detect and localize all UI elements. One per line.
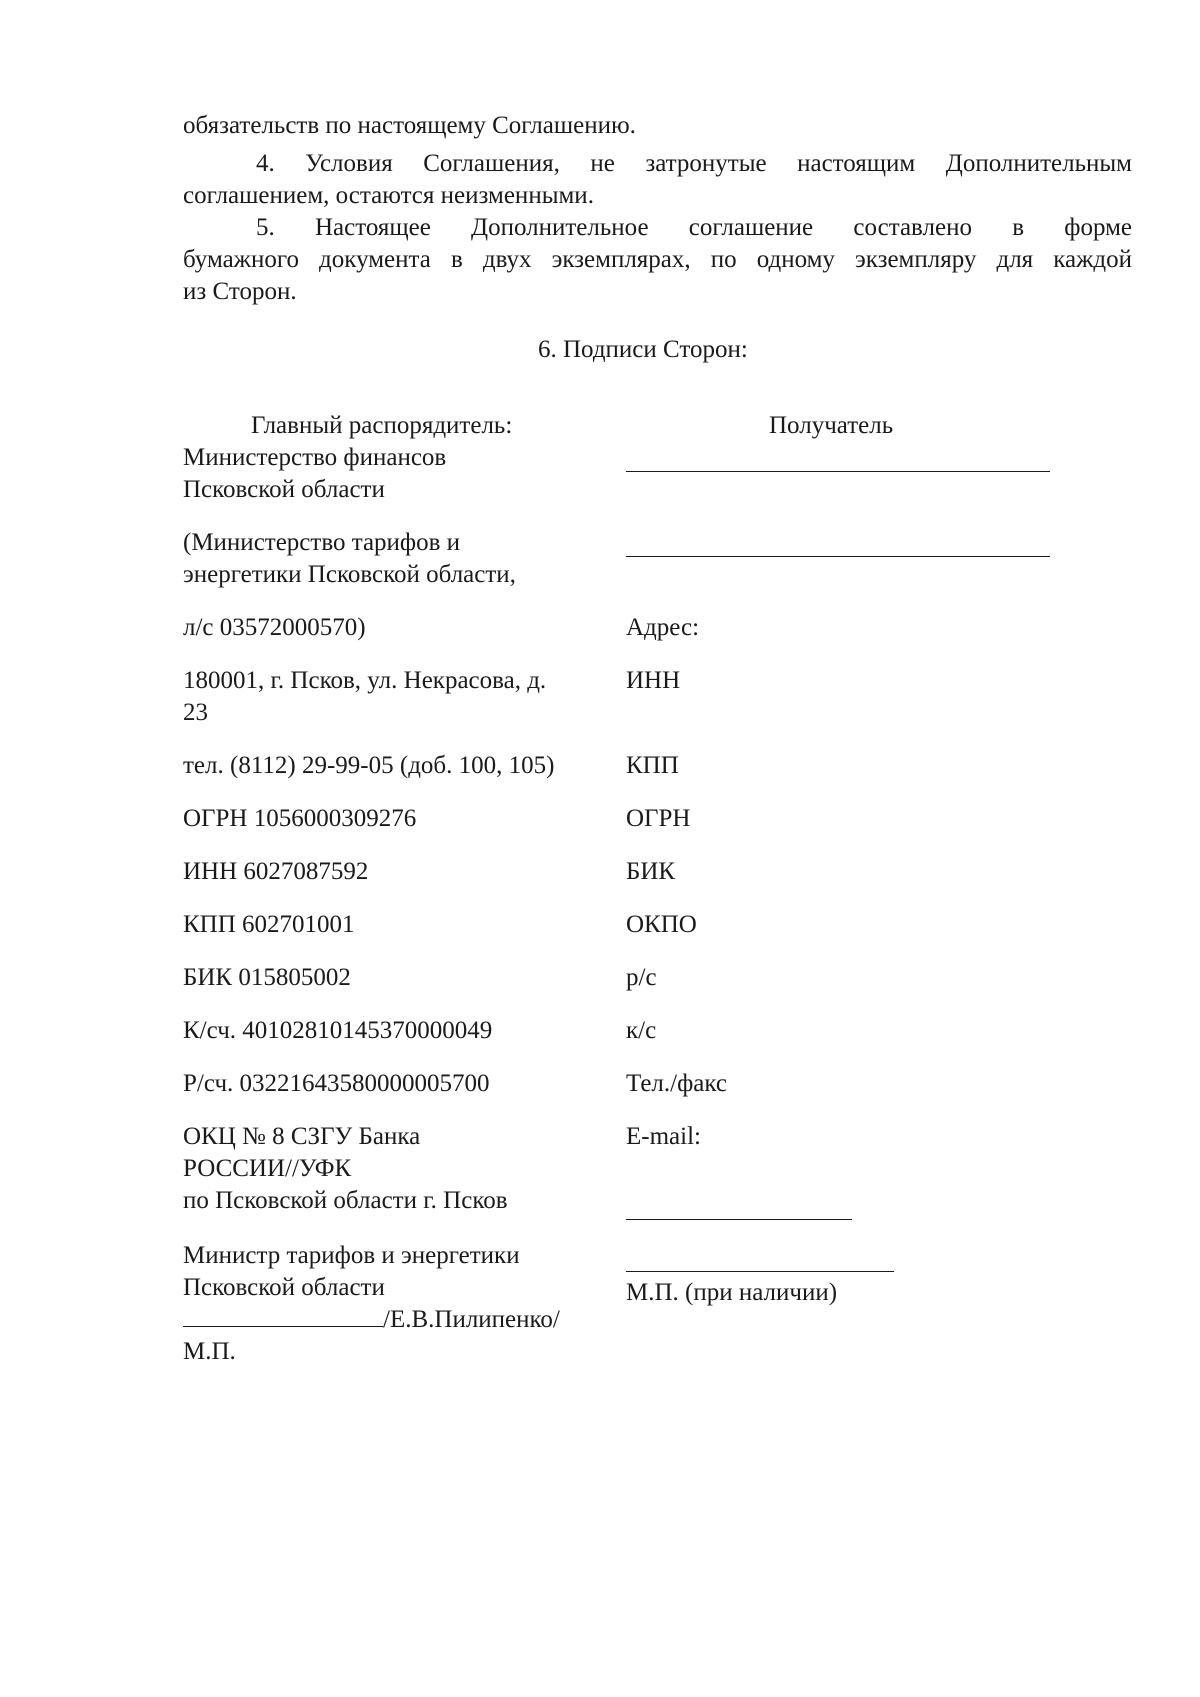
- right-inn: ИНН: [626, 667, 681, 694]
- right-email: E-mail:: [626, 1123, 701, 1150]
- paragraph-5-line-1: 5. Настоящее Дополнительное соглашение составлено в форме: [256, 214, 1132, 241]
- paragraph-5-line-3: из Сторон.: [183, 278, 297, 305]
- left-org-line-1: Министерство финансов: [183, 444, 447, 471]
- left-signer-line-2: Псковской области: [183, 1274, 385, 1301]
- paragraph-4-line-1: 4. Условия Соглашения, не затронутые настоящим Дополнительным: [256, 150, 1132, 177]
- left-inn: ИНН 6027087592: [183, 858, 369, 885]
- right-ogrn: ОГРН: [626, 805, 691, 832]
- right-kpp: КПП: [626, 752, 679, 779]
- right-stamp: М.П. (при наличии): [626, 1279, 838, 1306]
- left-account: л/с 03572000570): [183, 614, 366, 641]
- right-phone-fax: Тел./факс: [626, 1070, 728, 1097]
- right-ks: к/с: [626, 1017, 657, 1044]
- right-header: Получатель: [769, 412, 894, 439]
- left-ogrn: ОГРН 1056000309276: [183, 805, 417, 832]
- right-signer-name-line: [626, 1271, 894, 1272]
- left-address-line-2: 23: [183, 699, 208, 726]
- right-signature-line: [626, 1219, 852, 1220]
- left-paren-line-2: энергетики Псковской области,: [183, 561, 516, 588]
- left-kpp: КПП 602701001: [183, 911, 355, 938]
- left-bank-line-2: РОССИИ//УФК: [183, 1155, 352, 1182]
- paragraph-5-line-2: бумажного документа в двух экземплярах, по одному экземпляру для каждой: [183, 246, 1132, 273]
- left-bank-line-1: ОКЦ № 8 СЗГУ Банка: [183, 1123, 421, 1150]
- signatures-heading: 6. Подписи Сторон:: [538, 336, 748, 363]
- right-bik: БИК: [626, 858, 676, 885]
- left-rs: Р/сч. 03221643580000005700: [183, 1070, 490, 1097]
- left-signature-row: [183, 1304, 560, 1336]
- right-name-line-2: [626, 556, 1050, 557]
- left-bank-line-3: по Псковской области г. Псков: [183, 1187, 508, 1214]
- left-ks: К/сч. 40102810145370000049: [183, 1017, 493, 1044]
- left-address-line-1: 180001, г. Псков, ул. Некрасова, д.: [183, 667, 547, 694]
- right-name-line-1: [626, 471, 1050, 472]
- paragraph-4-line-2: соглашением, остаются неизменными.: [183, 182, 594, 209]
- left-bik: БИК 015805002: [183, 964, 351, 991]
- left-paren-line-1: (Министерство тарифов и: [183, 529, 461, 556]
- left-signature-line: [183, 1304, 383, 1327]
- left-signer-name: /Е.В.Пилипенко/: [383, 1306, 560, 1333]
- left-org-line-2: Псковской области: [183, 476, 385, 503]
- left-phone: тел. (8112) 29-99-05 (доб. 100, 105): [183, 752, 555, 779]
- paragraph-3-tail: обязательств по настоящему Соглашению.: [183, 112, 636, 139]
- left-header: Главный распорядитель:: [251, 412, 513, 439]
- right-okpo: ОКПО: [626, 911, 697, 938]
- left-signer-line-1: Министр тарифов и энергетики: [183, 1242, 520, 1269]
- left-stamp: М.П.: [183, 1338, 236, 1365]
- right-address: Адрес:: [626, 614, 700, 641]
- right-rs: р/с: [626, 964, 657, 991]
